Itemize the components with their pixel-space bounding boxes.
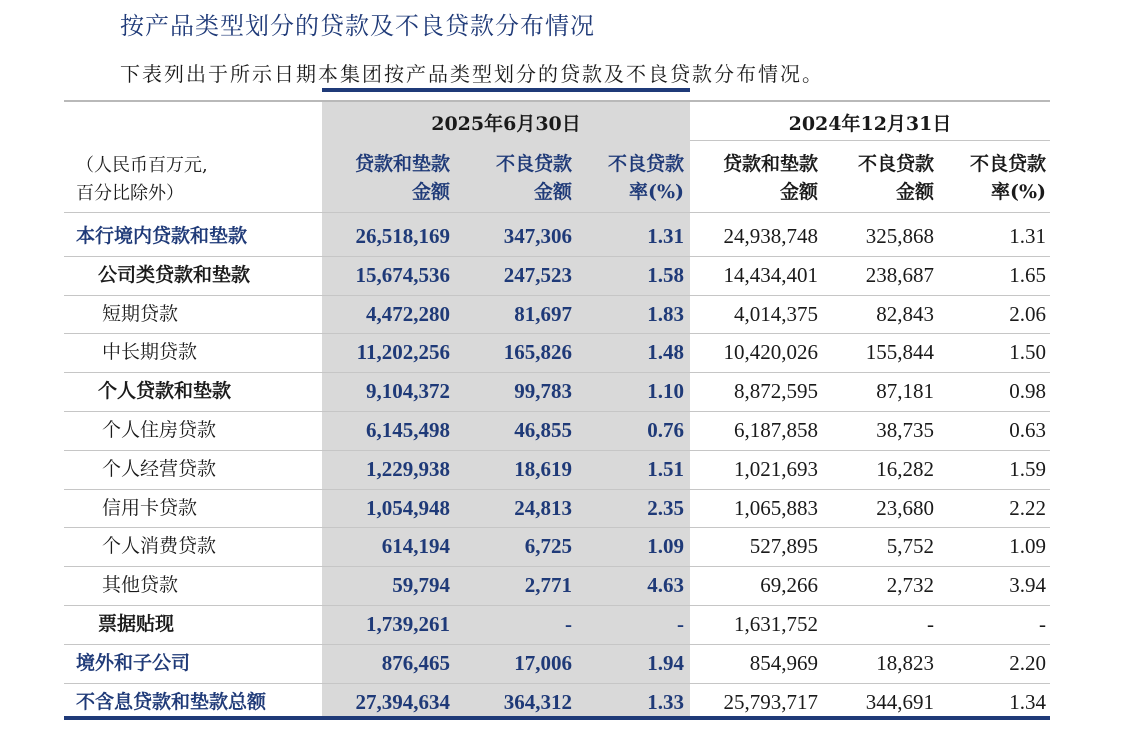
row-value: 14,434,401: [723, 262, 818, 287]
npl-amount-header-prior-line-1: 不良贷款: [857, 153, 934, 175]
row-value: 24,813: [514, 495, 572, 520]
row-divider: [64, 527, 1050, 528]
row-divider: [64, 256, 1050, 257]
npl-ratio-header-current-line-1: 不良贷款: [607, 153, 684, 175]
row-value: 238,687: [865, 262, 934, 287]
row-value: 1.48: [647, 340, 684, 365]
row-value: 1,065,883: [734, 495, 818, 520]
row-value: 18,619: [514, 456, 572, 481]
row-value: 15,674,536: [355, 262, 450, 287]
row-value: 247,523: [503, 262, 572, 287]
row-value: 0.98: [1009, 379, 1046, 404]
unit-note-line-2: 百分比除外）: [76, 183, 184, 204]
table-top-rule: [64, 100, 1050, 102]
row-value: 1.59: [1009, 456, 1046, 481]
npl-ratio-header-prior-line-1: 不良贷款: [969, 153, 1046, 175]
row-value: 1.31: [647, 224, 684, 248]
row-label: 个人住房贷款: [102, 419, 217, 441]
row-value: 6,725: [524, 534, 572, 559]
row-divider: [64, 411, 1050, 412]
row-value: 614,194: [381, 534, 450, 559]
npl-ratio-header-prior: [970, 150, 1046, 206]
npl-ratio-header-prior-line-2: 率(%): [990, 181, 1046, 203]
period-divider-prior: [690, 140, 1050, 141]
row-divider: [64, 566, 1050, 567]
row-value: 876,465: [381, 650, 450, 675]
row-label: 个人消费贷款: [102, 535, 217, 558]
row-value: 344,691: [865, 689, 934, 714]
row-value: 527,895: [749, 534, 818, 559]
row-value: 3.94: [1009, 573, 1046, 598]
row-divider: [64, 489, 1050, 490]
period-header-prior: 2024年12月31日: [788, 113, 952, 135]
row-label: 中长期贷款: [102, 341, 198, 364]
npl-ratio-header-current-line-2: 率(%): [628, 181, 684, 203]
row-value: 1,229,938: [366, 456, 450, 481]
row-value: 26,518,169: [355, 224, 450, 248]
npl-ratio-header-current: [608, 150, 684, 206]
npl-amount-header-current-line-2: 金额: [533, 181, 572, 203]
row-value: 1.09: [647, 534, 684, 559]
row-label: 本行境内贷款和垫款: [76, 225, 248, 247]
row-value: 24,938,748: [723, 224, 818, 248]
row-divider: [64, 450, 1050, 451]
row-divider: [64, 644, 1050, 645]
row-value: 1.94: [647, 650, 684, 675]
row-value: 1.34: [1009, 689, 1046, 714]
row-value: 82,843: [876, 301, 934, 326]
row-value: -: [1039, 612, 1046, 636]
row-value: 1,631,752: [734, 612, 818, 636]
row-value: 2.22: [1009, 495, 1046, 520]
row-value: 2.20: [1009, 650, 1046, 675]
row-value: 1.09: [1009, 534, 1046, 559]
header-bottom-rule: [64, 212, 1050, 213]
row-label: 公司类贷款和垫款: [98, 263, 251, 286]
row-value: 18,823: [876, 650, 934, 675]
row-value: 59,794: [392, 573, 450, 598]
unit-note-line-1: （人民币百万元,: [76, 155, 208, 176]
npl-amount-header-prior-line-2: 金额: [895, 181, 934, 203]
row-value: 1.65: [1009, 262, 1046, 287]
loan-amount-header-prior: [723, 150, 818, 206]
row-value: 11,202,256: [356, 340, 450, 365]
row-value: 364,312: [503, 689, 572, 714]
row-label: 个人经营贷款: [102, 457, 217, 480]
intro-text: 下表列出于所示日期本集团按产品类型划分的贷款及不良贷款分布情况。: [120, 62, 824, 86]
row-value: -: [565, 612, 572, 636]
loan-amount-header-current-line-2: 金额: [411, 181, 450, 203]
row-divider: [64, 295, 1050, 296]
row-value: 25,793,717: [723, 689, 818, 714]
loan-amount-header-prior-line-1: 贷款和垫款: [722, 153, 818, 175]
row-value: 1.51: [647, 456, 684, 481]
row-label: 短期贷款: [102, 302, 179, 325]
period-header-current: 2025年6月30日: [431, 113, 581, 135]
row-label: 信用卡贷款: [102, 496, 198, 519]
row-divider: [64, 605, 1050, 606]
row-value: 4,014,375: [734, 301, 818, 326]
row-value: 4.63: [647, 573, 684, 598]
row-value: 2.06: [1009, 301, 1046, 326]
row-value: 17,006: [514, 650, 572, 675]
row-value: 347,306: [503, 224, 572, 248]
row-value: 16,282: [876, 456, 934, 481]
row-value: 87,181: [876, 379, 934, 404]
row-value: 8,872,595: [734, 379, 818, 404]
row-label: 票据贴现: [98, 613, 175, 635]
accent-bar: [322, 88, 690, 92]
row-divider: [64, 683, 1050, 684]
row-value: 1.83: [647, 301, 684, 326]
row-value: 23,680: [876, 495, 934, 520]
table-bottom-rule: [64, 716, 1050, 720]
row-value: 1.10: [647, 379, 684, 404]
npl-amount-header-current: [496, 150, 572, 206]
section-title: 按产品类型划分的贷款及不良贷款分布情况: [120, 12, 595, 40]
row-label: 其他贷款: [102, 574, 179, 597]
row-divider: [64, 372, 1050, 373]
row-value: 9,104,372: [366, 379, 450, 404]
row-value: 6,145,498: [366, 418, 450, 442]
row-label: 个人贷款和垫款: [98, 380, 232, 403]
row-value: -: [927, 612, 934, 636]
row-value: 155,844: [865, 340, 934, 365]
row-value: 325,868: [865, 224, 934, 248]
row-value: 27,394,634: [355, 689, 450, 714]
row-label: 不含息贷款和垫款总额: [76, 690, 267, 713]
row-value: 1,054,948: [366, 495, 450, 520]
row-value: 0.76: [647, 418, 684, 442]
row-value: 6,187,858: [734, 418, 818, 442]
row-value: 99,783: [514, 379, 572, 404]
row-value: 2.35: [647, 495, 684, 520]
npl-amount-header-prior: [858, 150, 934, 206]
row-value: 81,697: [514, 301, 572, 326]
row-value: 1,739,261: [366, 612, 450, 636]
row-label: 境外和子公司: [76, 651, 191, 674]
loan-amount-header-prior-line-2: 金额: [779, 181, 818, 203]
row-value: 1,021,693: [734, 456, 818, 481]
row-value: 10,420,026: [723, 340, 818, 365]
row-value: 1.33: [647, 689, 684, 714]
row-divider: [64, 333, 1050, 334]
loan-amount-header-current-line-1: 贷款和垫款: [354, 153, 450, 175]
row-value: 4,472,280: [366, 301, 450, 326]
row-value: 1.58: [647, 262, 684, 287]
row-value: 2,732: [886, 573, 934, 598]
row-value: 854,969: [749, 650, 818, 675]
row-value: 165,826: [503, 340, 572, 365]
row-value: 1.50: [1009, 340, 1046, 365]
npl-amount-header-current-line-1: 不良贷款: [495, 153, 572, 175]
loan-amount-header-current: [355, 150, 450, 206]
row-value: 0.63: [1009, 418, 1046, 442]
row-value: 46,855: [514, 418, 572, 442]
row-value: 2,771: [524, 573, 572, 598]
row-value: 5,752: [886, 534, 934, 559]
row-value: 38,735: [876, 418, 934, 442]
row-value: 1.31: [1009, 224, 1046, 248]
row-value: 69,266: [760, 573, 818, 598]
row-value: -: [677, 612, 684, 636]
